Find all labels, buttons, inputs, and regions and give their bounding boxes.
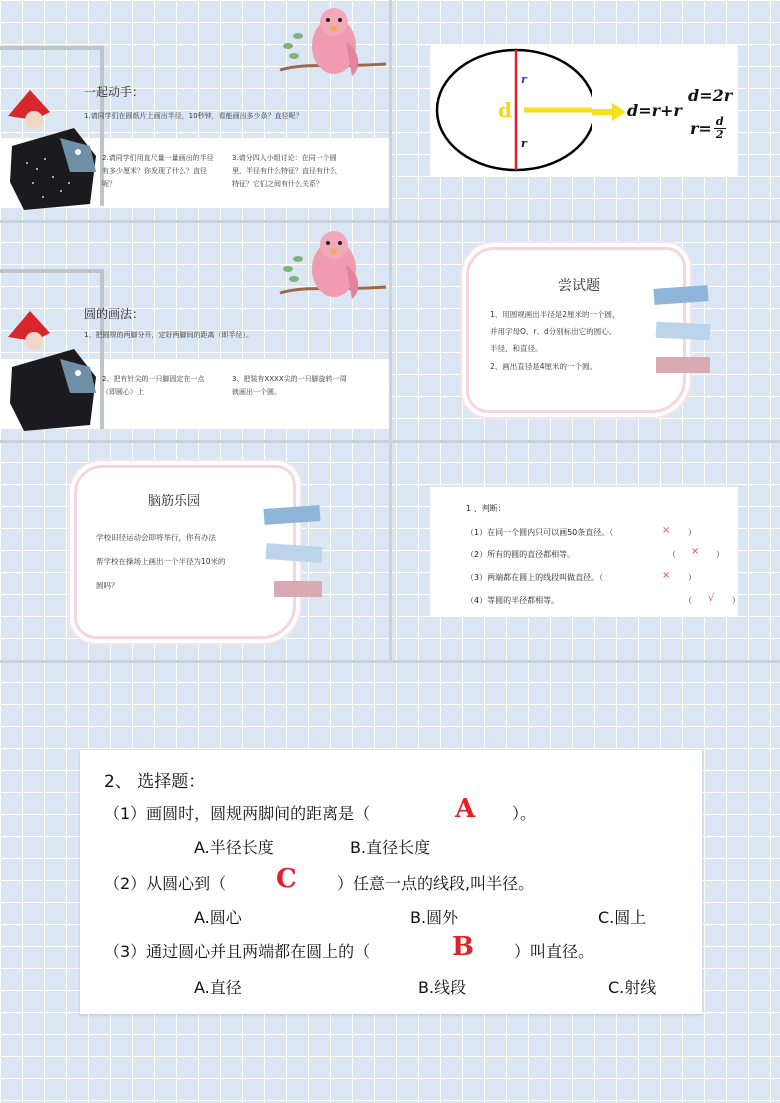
judge-item-2-text: （2）所有的圆的直径都相等。: [466, 550, 576, 559]
gray-frame-line: [100, 269, 104, 429]
choice-q2-answer: C: [276, 864, 297, 894]
choice-q2-close: ）任意一点的线段,叫半径。: [337, 874, 535, 893]
slide-5-line-1: 学校田径运动会即将举行，你有办法: [96, 533, 216, 542]
slide-4-line-4: 2、画出直径是4厘米的一个圆。: [490, 362, 598, 371]
slide-6: [392, 443, 780, 662]
slide-7: [0, 663, 780, 1103]
fraction: [714, 116, 726, 141]
choice-q3-option-b: B.线段: [418, 978, 467, 997]
judge-item-4-text: （4）等圆的半径都相等。: [466, 596, 560, 605]
judge-item-2-mark: ×: [691, 546, 700, 557]
choice-q3-close: ）叫直径。: [514, 942, 595, 961]
fraction-numerator: d: [715, 115, 724, 128]
slide-1: [0, 0, 389, 220]
slide-2: [392, 0, 780, 220]
red-hood-wolf-illustration: [4, 307, 100, 437]
choice-q2-option-a: A.圆心: [194, 908, 242, 927]
choice-q2-option-c: C.圆上: [598, 908, 647, 927]
judge-heading: 1 、判断：: [466, 504, 506, 513]
gray-frame-line: [0, 46, 104, 50]
diameter-label-d: d: [498, 98, 512, 122]
slide-3-step-2: 2、把有针尖的一只脚固定在一点（即圆心）上: [102, 375, 205, 396]
slide-4-title: 尝试题: [558, 278, 600, 294]
light-blue-tape-decoration: [656, 322, 711, 341]
pink-bird-illustration: [276, 6, 388, 98]
judge-item-1-text: （1）在同一个圆内只可以画50条直径。（: [466, 528, 614, 537]
formula-d-equals-r-plus-r: d=r+r: [627, 101, 682, 120]
slide-4-line-3: 半径、和直径。: [490, 344, 543, 353]
radius-label-top: r: [521, 73, 527, 86]
judge-item-4-open: （: [684, 596, 692, 605]
formula-d-equals-2r: d=2r: [688, 86, 733, 105]
pink-tape-decoration: [274, 581, 322, 597]
judge-item-3-mark: ×: [662, 570, 671, 581]
formula-r-label: r=: [690, 119, 712, 138]
choice-q3-answer: B: [452, 932, 474, 962]
slide-1-question-3: 3.请分四人小组讨论：在同一个圆里，半径有什么特征？直径有什么特征？它们之间有什么关系？: [232, 154, 337, 188]
judge-item-1-close: ）: [688, 528, 696, 537]
slide-5-title: 脑筋乐园: [148, 494, 201, 509]
judge-item-3-close: ）: [688, 573, 696, 582]
judge-item-2-close: ）: [716, 550, 724, 559]
slide-5-line-2: 帮学校在操场上画出一个半径为10米的: [96, 557, 226, 566]
choice-q3-option-c: C.射线: [608, 978, 657, 997]
slide-5-line-3: 圆吗？: [96, 581, 119, 590]
column-separator: [389, 0, 392, 662]
blue-tape-decoration: [654, 285, 709, 305]
slide-3-step-1: 1、把圆规的两脚分开，定好两脚间的距离（即半径）。: [84, 331, 253, 339]
slide-4-line-2: 并用字母O、r、d分别标出它的圆心、: [490, 327, 617, 336]
slide-3: [0, 223, 389, 440]
choice-q3-option-a: A.直径: [194, 978, 242, 997]
formula-r-equals-d-over-2: [690, 116, 726, 141]
judge-item-1-mark: ×: [662, 525, 671, 536]
judge-item-2-open: （: [668, 550, 676, 559]
slide-1-question-2: 2.请同学们用直尺量一量画出的半径有多少厘米？你发现了什么？直径呢？: [102, 154, 214, 188]
choice-q1-text: （1）画圆时，圆规两脚间的距离是（: [104, 804, 371, 823]
slide-3-heading: 圆的画法：: [84, 307, 145, 321]
blue-tape-decoration: [264, 505, 321, 525]
choice-q1-option-b: B.直径长度: [350, 838, 431, 857]
slide-5: [0, 443, 389, 662]
choice-q1-option-a: A.半径长度: [194, 838, 274, 857]
red-hood-wolf-illustration: [4, 86, 100, 216]
choice-q3-text: （3）通过圆心并且两端都在圆上的（: [104, 942, 371, 961]
choice-q1-close: ）。: [512, 804, 537, 823]
fraction-denominator: 2: [715, 128, 724, 141]
gray-frame-line: [0, 269, 104, 273]
radius-label-bottom: r: [521, 137, 527, 150]
choice-q1-answer: A: [455, 794, 476, 824]
judge-item-4-close: ）: [732, 596, 740, 605]
choice-q2-text: （2）从圆心到（: [104, 874, 227, 893]
pink-tape-decoration: [656, 357, 710, 373]
circle-diagram: [432, 46, 592, 174]
arrow-head-icon: [592, 102, 628, 122]
pink-bird-illustration: [276, 229, 388, 321]
judge-item-4-mark: √: [708, 593, 715, 604]
slide-1-question-1: 1.请同学们在圆纸片上画出半径，10秒钟，看能画出多少条？直径呢？: [84, 112, 303, 120]
slide-3-step-3: 3、把装有XXXX尖的一只脚旋转一周就画出一个圆。: [232, 375, 347, 396]
choice-q2-option-b: B.圆外: [410, 908, 459, 927]
choice-heading: 2、 选择题：: [104, 772, 206, 792]
slide-4-line-1: 1、用圆规画出半径是2厘米的一个圆，: [490, 310, 620, 319]
slide-4: [392, 223, 780, 440]
judge-item-3-text: （3）两端都在圆上的线段叫做直径。（: [466, 573, 604, 582]
slide-1-heading: 一起动手：: [84, 85, 145, 99]
